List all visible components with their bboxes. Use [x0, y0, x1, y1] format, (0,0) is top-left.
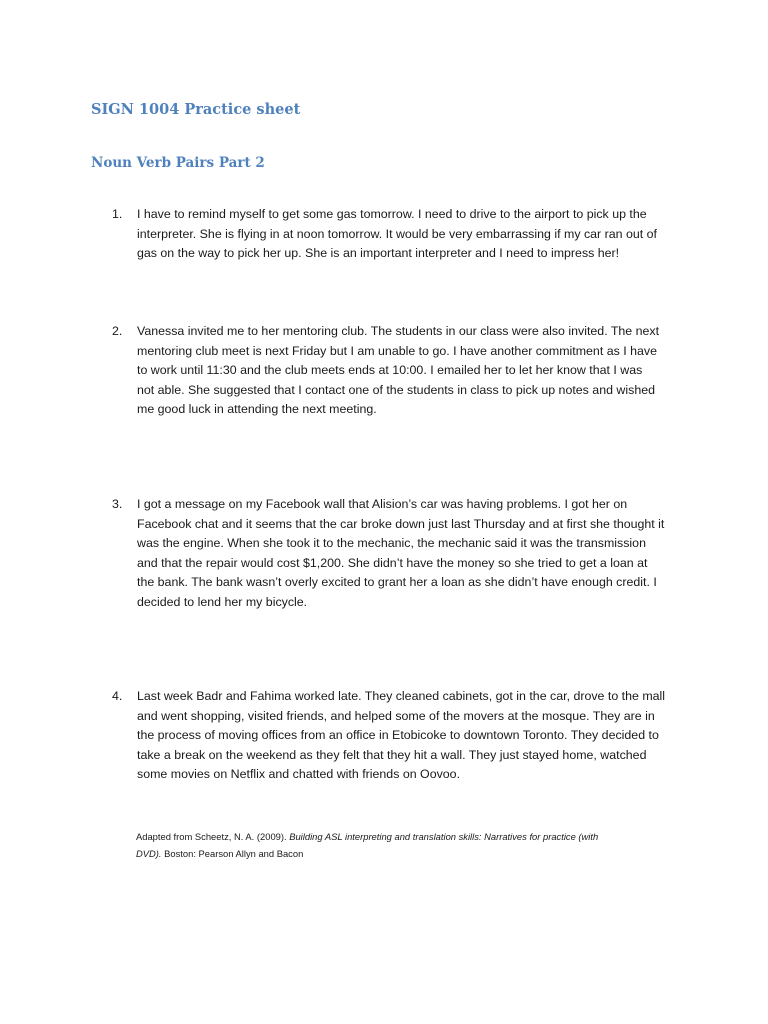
citation-line-1 [136, 829, 696, 846]
text-line: and that the repair would cost $1,200. She didn’t have the money so she tried to get a loan at [137, 555, 648, 570]
list-item-1 [112, 205, 692, 264]
list-item-number: 4. [112, 689, 123, 703]
text-line: interpreter. She is flying in at noon tomorrow. It would be very embarrassing if my car ran out of [137, 226, 657, 241]
text-line: not able. She suggested that I contact one of the students in class to pick up notes and wished [137, 382, 655, 397]
list-item-number: 2. [112, 324, 123, 338]
citation-publisher: Boston: Pearson Allyn and Bacon [161, 847, 304, 859]
text-line: I got a message on my Facebook wall that Alision’s car was having problems. I got her on [137, 497, 628, 511]
citation [136, 829, 696, 862]
text-line: to work until 11:30 and the club meets ends at 10:00. I emailed her to let her know that I was [137, 363, 643, 378]
text-line: and went shopping, visited friends, and helped some of the movers at the mosque. They are in [137, 708, 655, 723]
citation-book-title-end: DVD). [136, 847, 162, 859]
text-line: the process of moving offices from an office in Etobicoke to downtown Toronto. They decided to [137, 728, 659, 743]
list-item-number: 3. [112, 497, 123, 511]
list-item-text [137, 322, 692, 420]
text-line: gas on the way to pick her up. She is an important interpreter and I need to impress her! [137, 246, 620, 261]
list-item-text [137, 205, 692, 264]
text-line: I have to remind myself to get some gas tomorrow. I need to drive to the airport to pick up the [137, 207, 647, 221]
text-line: take a break on the weekend as they felt that they hit a wall. They just stayed home, watched [137, 747, 647, 762]
list-item-3 [112, 495, 692, 613]
text-line: Facebook chat and it seems that the car broke down just last Thursday and at first she thought it [137, 516, 665, 531]
text-line: Vanessa invited me to her mentoring club. The students in our class were also invited. The next [137, 324, 660, 338]
text-line: Last week Badr and Fahima worked late. They cleaned cabinets, got in the car, drove to the mall [137, 689, 666, 703]
citation-book-title: Building ASL interpreting and translation skills: Narratives for practice (with [289, 831, 599, 842]
document-title: SIGN 1004 Practice sheet [91, 101, 301, 118]
list-item-text [137, 495, 692, 613]
citation-prefix: Adapted from Scheetz, N. A. (2009). [136, 831, 290, 842]
list-item-4 [112, 687, 692, 785]
text-line: the bank. The bank wasn’t overly excited to grant her a loan as she didn’t have enough credit. I [137, 575, 657, 590]
citation-line-2 [136, 846, 696, 863]
text-line: decided to lend her my bicycle. [137, 594, 308, 609]
list-item-text [137, 687, 692, 785]
text-line: mentoring club meet is next Friday but I am unable to go. I have another commitment as I have [137, 343, 657, 358]
text-line: me good luck in attending the next meeting. [137, 402, 377, 417]
text-line: was the engine. When she took it to the mechanic, the mechanic said it was the transmission [137, 536, 646, 551]
document-subtitle: Noun Verb Pairs Part 2 [91, 155, 265, 171]
list-item-number: 1. [112, 207, 123, 221]
list-item-2 [112, 322, 692, 420]
text-line: some movies on Netflix and chatted with friends on Oovoo. [137, 767, 461, 782]
